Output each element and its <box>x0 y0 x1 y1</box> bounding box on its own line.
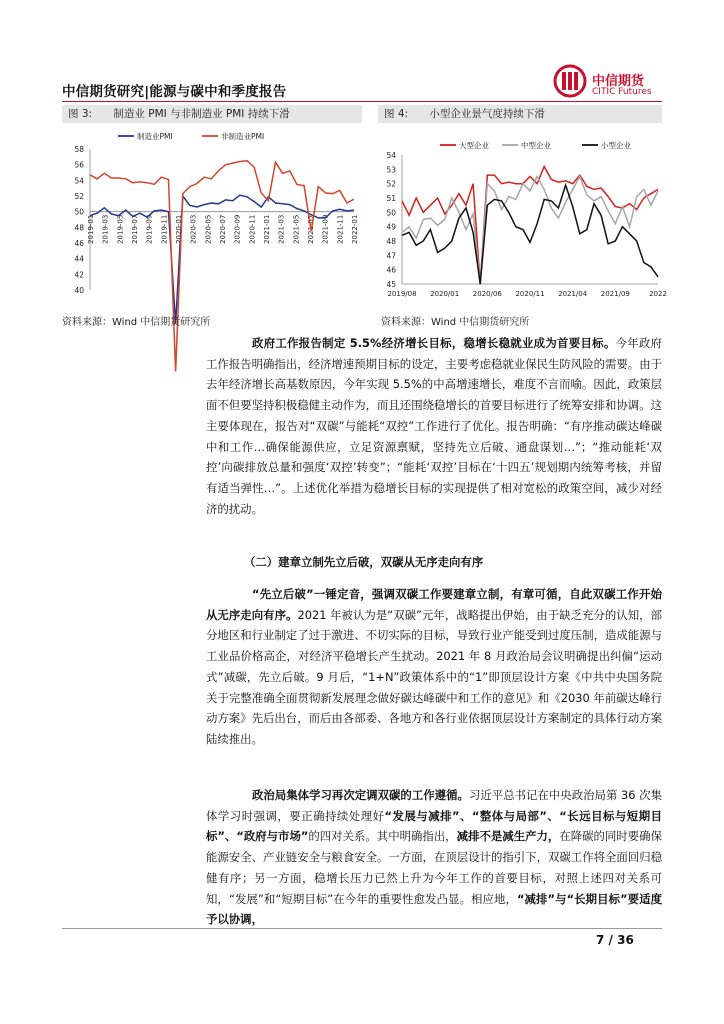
y-tick-label: 51 <box>386 194 396 203</box>
x-tick-label: 2021-09 <box>321 214 330 244</box>
x-tick-label: 2021-01 <box>263 214 271 244</box>
paragraph-3-key-point: 减排不是减生产力， <box>456 829 560 844</box>
paragraph-3 <box>206 785 662 930</box>
paragraph-3-text-d: 在降碳的同时要确保能源安全、产业链安全与粮食安全。一方面，在顶层设计的指引下，双碳工作将全面回归稳健有序；另一方面，稳增长压力已然上升为今年工作的首要目标，对照上述四对关系可知，“发展”和“短期目标”在今年的重要性愈发凸显。相应地， <box>206 829 662 906</box>
x-tick-label: 2020-05 <box>204 214 213 244</box>
x-tick-label: 2020-09 <box>233 214 242 244</box>
x-tick-label: 2021/09 <box>600 290 630 298</box>
figure4-caption-bar <box>378 105 662 123</box>
y-tick-label: 45 <box>386 280 396 289</box>
x-tick-label: 2020/11 <box>515 290 545 298</box>
paragraph-1 <box>206 333 662 519</box>
y-tick-label: 46 <box>386 265 396 275</box>
paragraph-1-lead: 政府工作报告制定 5.5%经济增长目标，稳增长稳就业成为首要目标。 <box>252 336 616 350</box>
y-tick-label: 48 <box>386 237 396 246</box>
x-tick-label: 2021-05 <box>292 214 301 244</box>
y-tick-label: 50 <box>74 207 84 217</box>
y-tick-label: 49 <box>386 222 396 232</box>
y-tick-label: 53 <box>386 165 396 175</box>
x-tick-label: 2020-07 <box>219 214 227 244</box>
x-tick-label: 2022 <box>649 290 667 298</box>
legend-label-0: 大型企业 <box>459 141 489 150</box>
logo-chinese-name: 中信期货 <box>592 74 645 89</box>
paragraph-2-lead: “先立后破”一锤定音，强调双碳工作要建章立制，有章可循，自此双碳工作开始从无序走向有序。 <box>206 587 662 622</box>
x-tick-label: 2020-11 <box>248 214 257 244</box>
paragraph-3-lead: 政治局集体学习再次定调双碳的工作遵循。 <box>252 788 469 802</box>
x-tick-label: 2019-01 <box>87 214 95 244</box>
x-tick-label: 2020-03 <box>189 214 198 244</box>
figure3-caption: 制造业 PMI 与非制造业 PMI 持续下滑 <box>113 108 290 120</box>
paragraph-2-text: 2021 年被认为是“双碳”元年，战略提出伊始，由于缺乏充分的认知，部分地区和行业制定了过于激进、不切实际的目标，导致行业产能受到过度压制，造成能源与工业品价格高企，对经济平稳增长产生扰动。2021 年 8 月政治局会议明确提出纠偏“运动式”减碳，先立后破。9 月后，“1+N”政策体系中的“1”即顶层设计方案《中共中央国务院关于完整准确全面贯彻新发展理念做好碳达峰碳中和工作的意见》和《2030 年前碳达峰行动方案》先后出台，而后由各部委、各地方和各行业依据顶层设计方案制定的具体行动方案陆续推出。 <box>206 607 662 746</box>
report-header-title: 中信期货研究|能源与碳中和季度报告 <box>62 84 287 100</box>
x-tick-label: 2019-09 <box>145 214 154 244</box>
y-tick-label: 44 <box>74 254 84 264</box>
x-tick-label: 2021-03 <box>277 214 286 244</box>
y-tick-label: 58 <box>74 145 84 154</box>
paragraph-1-text: 今年政府工作报告明确指出，经济增速预期目标的设定，主要考虑稳就业保民生防风险的需要。由于去年经济增长高基数原因，今年实现 5.5%的中高增速增长，难度不言而喻。因此，政策层面不但要坚持积极稳健主动作为，而且还围绕稳增长的首要目标进行了统筹安排和协调。这主要体现在，报告对“双碳”与能耗“双控”工作进行了优化。报告明确：“有序推动碳达峰碳中和工作…确保能源供应，立足资源禀赋，坚持先立后破、通盘谋划…”；“推动能耗‘双控’向碳排放总量和强度‘双控’转变”；“能耗‘双控’目标在‘十四五’规划期内统筹考核，并留有适当弹性…”。上述优化举措为稳增长目标的实现提供了相对宽松的政策空间，减少对经济的扰动。 <box>206 336 662 516</box>
figure4-caption: 小型企业景气度持续下滑 <box>429 108 545 120</box>
x-tick-label: 2019-11 <box>160 214 169 244</box>
y-tick-label: 52 <box>74 192 84 201</box>
logo-english-name: CITIC Futures <box>592 87 652 97</box>
legend-label-1: 非制造业PMI <box>221 132 265 141</box>
figure3-label: 图 3: <box>68 108 93 120</box>
x-tick-label: 2019-05 <box>116 214 125 244</box>
footer-divider <box>62 928 662 929</box>
series-line-2 <box>402 185 658 284</box>
paragraph-3-text-a: 习近平总书记在中央政治局第 36 次集体学习时强调，要正确持续处理好 <box>206 788 662 823</box>
header-divider <box>62 101 662 102</box>
y-tick-label: 40 <box>74 286 84 295</box>
page-number: 7 / 36 <box>596 933 634 947</box>
series-line-0 <box>402 167 658 285</box>
x-tick-label: 2022-01 <box>351 214 359 244</box>
y-tick-label: 48 <box>74 223 84 233</box>
figure3-source: 资料来源：Wind 中信期货研究所 <box>62 317 211 328</box>
x-tick-label: 2019/08 <box>387 290 417 298</box>
x-tick-label: 2021/04 <box>558 290 588 298</box>
paragraph-3-relations: “发展与减排”、“整体与局部”、“长远目标与短期目标”、“政府与市场” <box>206 808 662 844</box>
figure4-label: 图 4: <box>384 108 409 120</box>
figure3-chart <box>62 126 362 310</box>
y-tick-label: 42 <box>74 270 84 280</box>
x-tick-label: 2020/01 <box>430 290 460 298</box>
figure3-caption-bar <box>62 105 362 123</box>
x-tick-label: 2019-03 <box>101 214 110 244</box>
x-tick-label: 2020/06 <box>472 290 502 298</box>
paragraph-3-closing: “减排”与“长期目标”要适度予以协调， <box>206 891 663 927</box>
y-tick-label: 54 <box>74 176 84 186</box>
citic-logo-icon <box>552 63 588 99</box>
legend-label-2: 小型企业 <box>601 141 631 150</box>
y-tick-label: 52 <box>386 179 396 189</box>
x-tick-label: 2021-11 <box>336 214 345 244</box>
y-tick-label: 56 <box>74 160 84 170</box>
paragraph-3-text-c: 的四对关系。其中明确指出， <box>308 829 457 844</box>
series-line-1 <box>402 177 658 285</box>
paragraph-2 <box>206 584 662 750</box>
figure4-chart <box>378 126 667 310</box>
x-tick-label: 2020-01 <box>175 214 183 244</box>
y-tick-label: 54 <box>386 151 396 160</box>
figure4-source: 资料来源：Wind 中信期货研究所 <box>381 317 530 328</box>
y-tick-label: 47 <box>386 251 396 261</box>
y-tick-label: 46 <box>74 239 84 248</box>
x-tick-label: 2021-07 <box>307 214 315 244</box>
section-heading: （二）建章立制先立后破，双碳从无序走向有序 <box>244 555 484 569</box>
legend-label-0: 制造业PMI <box>137 132 173 141</box>
legend-label-1: 中型企业 <box>521 141 551 150</box>
y-tick-label: 50 <box>386 208 396 218</box>
x-tick-label: 2019-07 <box>131 214 139 244</box>
